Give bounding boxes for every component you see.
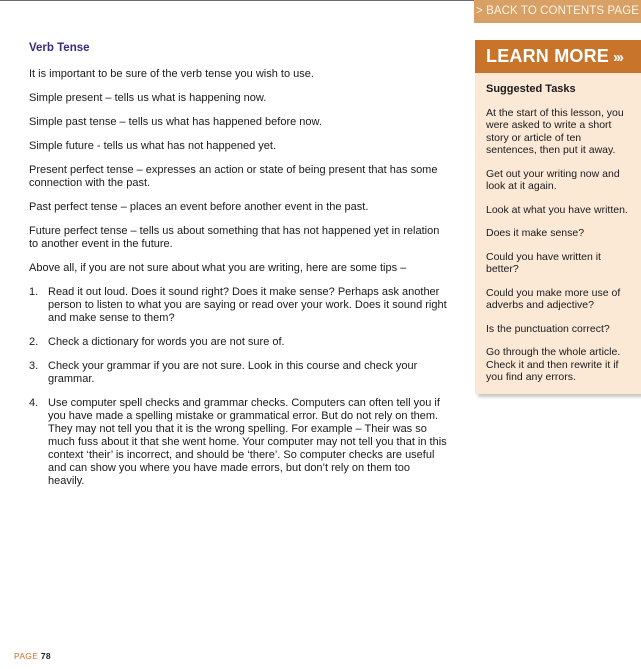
tips-list	[29, 286, 449, 488]
future-perfect-paragraph: Future perfect tense – tells us about something that has not happened yet in relation to another event in the future.	[29, 225, 440, 250]
back-to-contents-button[interactable]: > BACK TO CONTENTS PAGE	[474, 0, 641, 23]
list-item-number: 2.	[29, 336, 39, 348]
task-item: Could you make more use of adverbs and adjective?	[486, 286, 621, 311]
simple-past-paragraph: Simple past tense – tells us what has happened before now.	[29, 116, 322, 128]
page-number	[14, 651, 51, 661]
simple-future-paragraph: Simple future - tells us what has not happened yet.	[29, 140, 277, 152]
suggested-tasks-heading: Suggested Tasks	[486, 83, 576, 95]
list-item	[29, 286, 449, 325]
list-item-text: Use computer spell checks and grammar checks. Computers can often tell you if you have made a spelling mistake or grammatical error. But do not rely on them. They may not tell you that it is the wrong spelling. For example – Their was so much fuss about it that she went home. Your computer may not tell you that in this context ‘their’ is incorrect, and should be ‘there’. So computer checks are useful and can show you where you have made errors, but don’t rely on them too heavily.	[48, 397, 447, 487]
learn-more-sidebar	[475, 40, 641, 394]
present-perfect-paragraph: Present perfect tense – expresses an action or state of being present that has some connection with the past.	[29, 164, 438, 189]
list-item	[29, 336, 449, 349]
task-item: At the start of this lesson, you were asked to write a short story or article of ten sentences, then put it away.	[486, 106, 624, 156]
task-item: Get out your writing now and look at it again.	[486, 167, 620, 192]
task-item: Does it make sense?	[486, 227, 585, 239]
task-item: Go through the whole article. Check it and then rewrite it if you find any errors.	[486, 346, 621, 383]
list-item	[29, 360, 449, 386]
list-item-number: 4.	[29, 397, 39, 409]
page-number-value: 78	[40, 651, 51, 661]
learn-more-header	[475, 40, 641, 73]
list-item-text: Read it out loud. Does it sound right? Does it make sense? Perhaps ask another person to listen to what you are saying or read over your work. Does it sound right and make sense to them?	[48, 286, 447, 324]
learn-more-title: LEARN MORE	[486, 46, 609, 66]
intro-paragraph: It is important to be sure of the verb tense you wish to use.	[29, 68, 314, 80]
list-item-text: Check a dictionary for words you are not sure of.	[48, 336, 285, 348]
list-item-number: 1.	[29, 286, 39, 298]
main-content	[29, 42, 449, 499]
list-item-number: 3.	[29, 360, 39, 372]
simple-present-paragraph: Simple present – tells us what is happening now.	[29, 92, 267, 104]
learn-more-body	[475, 73, 641, 394]
task-item: Is the punctuation correct?	[486, 322, 610, 335]
chevrons-icon: ›››	[613, 49, 622, 66]
past-perfect-paragraph: Past perfect tense – places an event before another event in the past.	[29, 201, 369, 213]
task-item: Look at what you have written.	[486, 203, 628, 216]
list-item	[29, 397, 449, 488]
tips-intro-paragraph: Above all, if you are not sure about what you are writing, here are some tips –	[29, 262, 407, 274]
top-divider	[0, 0, 474, 1]
section-title: Verb Tense	[29, 42, 90, 54]
task-item: Could you have written it better?	[486, 250, 601, 275]
list-item-text: Check your grammar if you are not sure. Look in this course and check your grammar.	[48, 360, 418, 385]
page-label: PAGE	[14, 651, 39, 661]
